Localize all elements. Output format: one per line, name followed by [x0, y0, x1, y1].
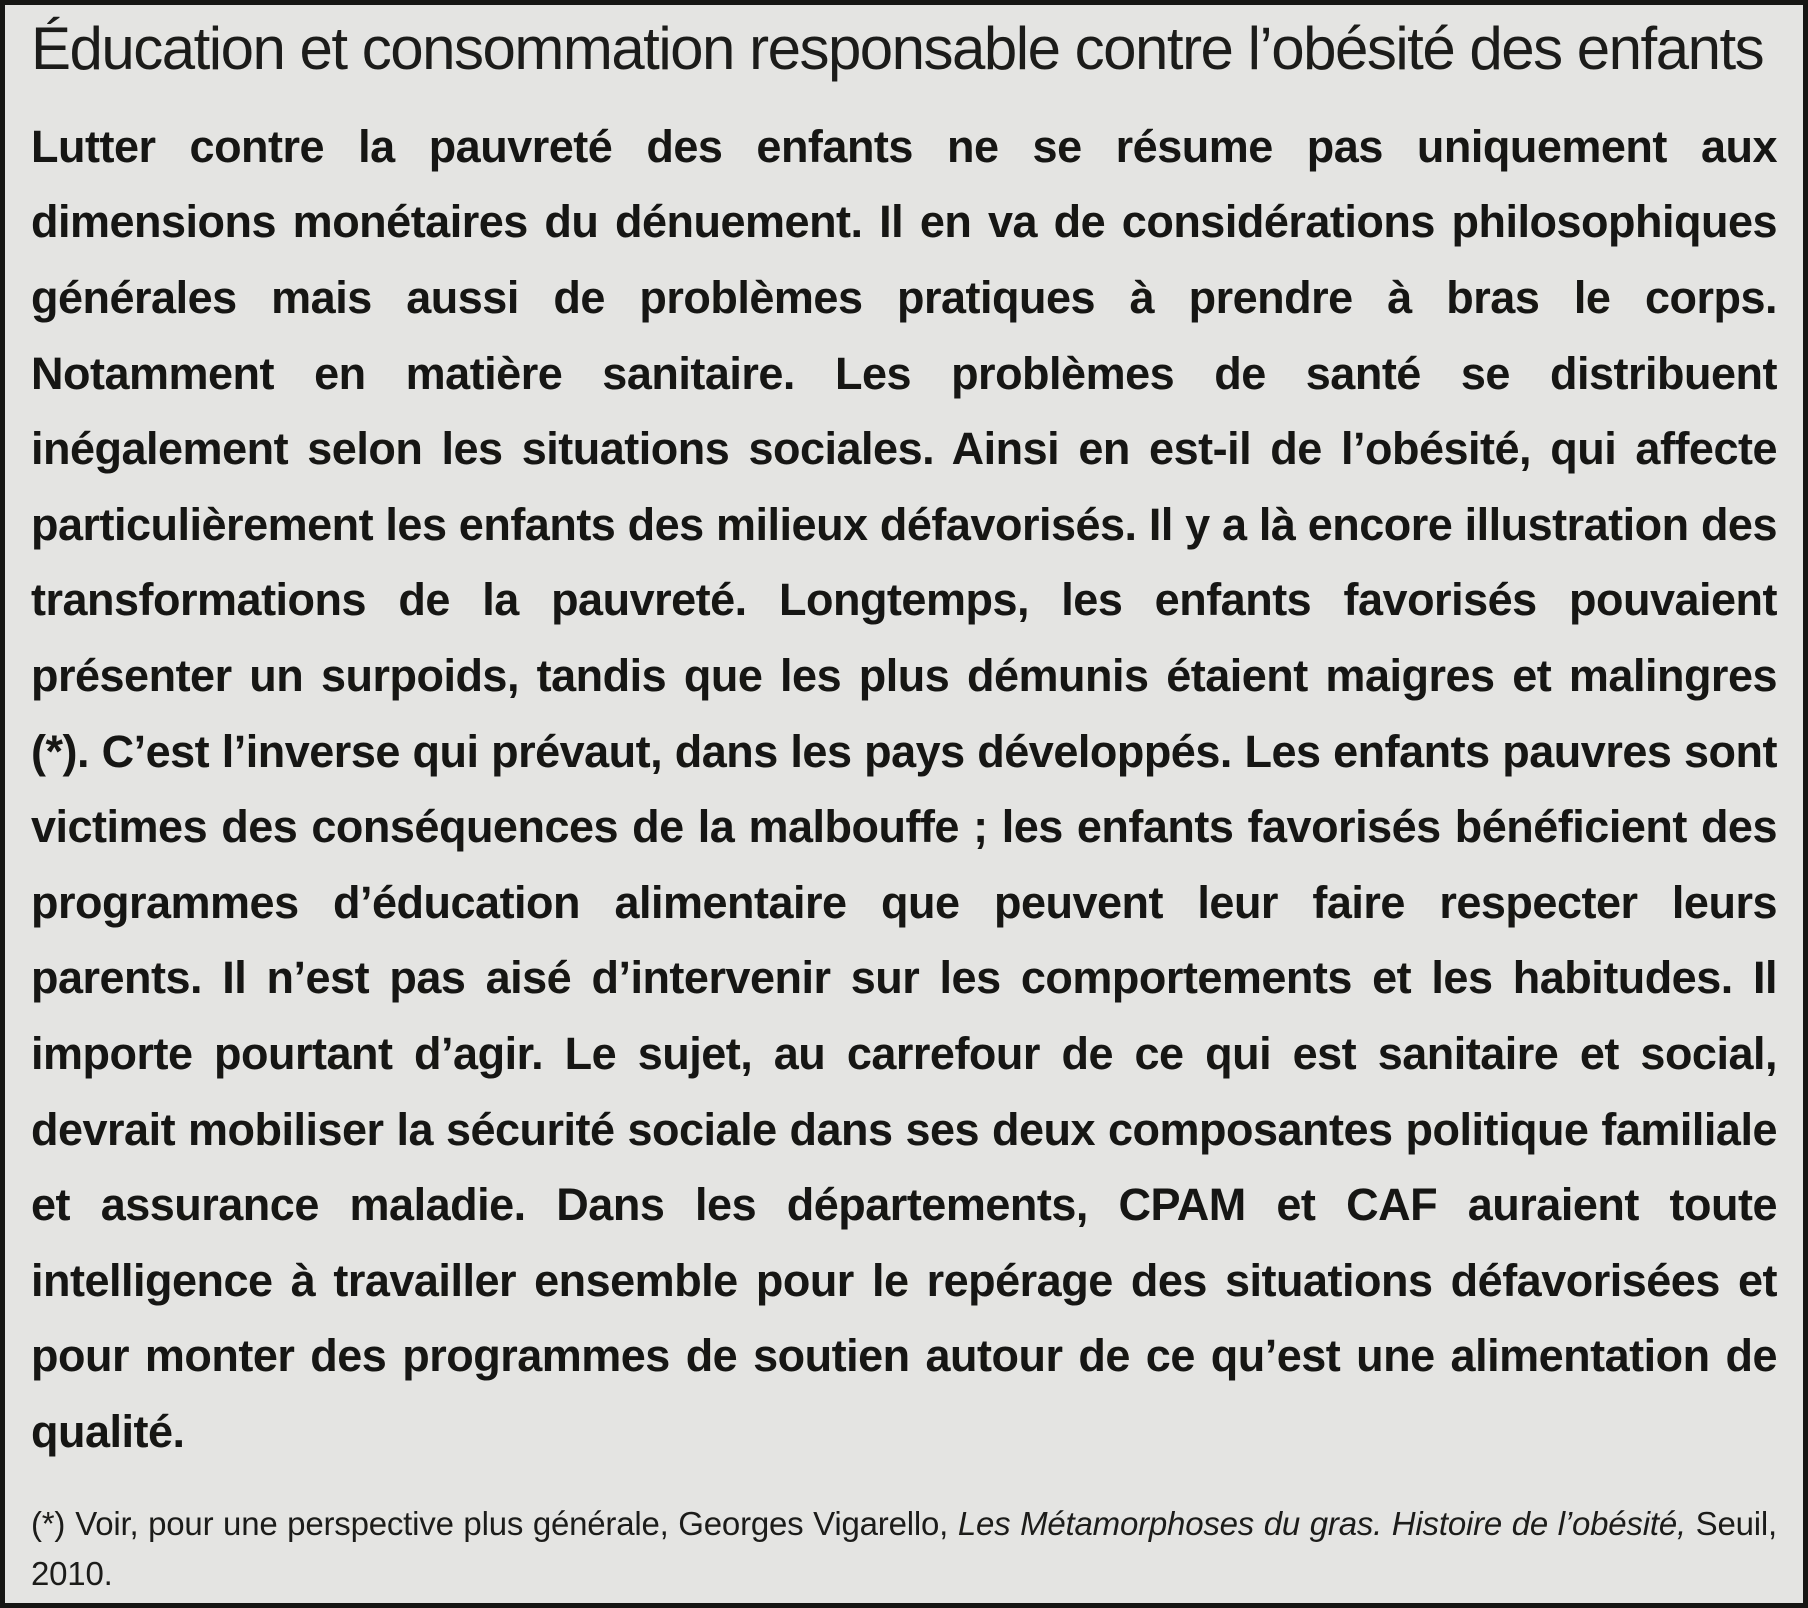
body-text: Lutter contre la pauvreté des enfants ne se résume pas uniquement aux dimensions monétaires du dénuement. Il en va de considérations philosophiques générales mais aussi de problèmes pratiques à prendre à bras le corps. Notamment en matière sanitaire. Les problèmes de santé se distribuent inégalement selon les situations sociales. Ainsi en est-il de l’obésité, qui affecte particulièrement les enfants des milieux défavorisés. Il y a là encore illustration des transformations de la pauvreté. Longtemps, les enfants favorisés pouvaient présenter un surpoids, tandis que les plus démunis étaient maigres et malingres (*). C’est l’inverse qui prévaut, dans les pays développés. Les enfants pauvres sont victimes des conséquences de la malbouffe ; les enfants favorisés bénéficient des programmes d’éducation alimentaire que peuvent leur faire respecter leurs parents. Il n’est pas aisé d’intervenir sur les comportements et les habitudes. Il importe pourtant d’agir. Le sujet, au carrefour de ce qui est sanitaire et social, devrait mobiliser la sécurité sociale dans ses deux composantes politique familiale et assurance maladie. Dans les départements, CPAM et CAF auraient toute intelligence à travailler ensemble pour le repérage des situations défavorisées et pour monter des programmes de soutien autour de ce qu’est une alimentation de qualité.: [31, 120, 1777, 1457]
footnote-book-title: Les Métamorphoses du gras. Histoire de l’obésité,: [957, 1505, 1686, 1543]
panel-title: Éducation et consommation responsable contre l’obésité des enfants: [31, 15, 1764, 82]
footnote: [31, 1499, 1777, 1598]
footnote-text-after: Seuil, 2010.: [31, 1505, 1777, 1592]
footnote-text-before: Voir, pour une perspective plus générale, Georges Vigarello,: [75, 1505, 958, 1543]
footnote-marker: (*): [31, 1505, 66, 1543]
